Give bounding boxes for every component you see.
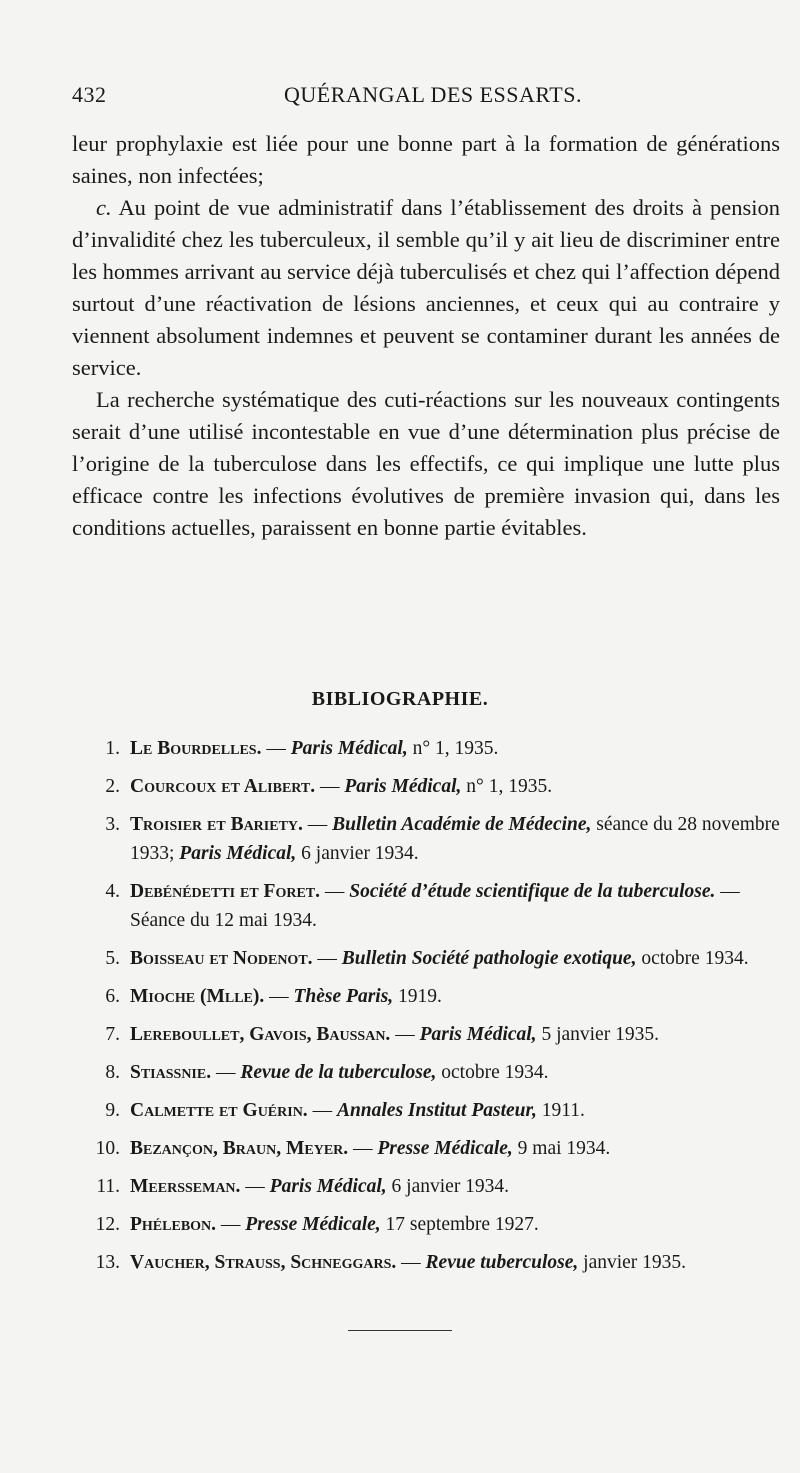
entry-separator: — bbox=[396, 1252, 426, 1273]
entry-details: séance du 28 novembre 1933; bbox=[130, 814, 780, 864]
entry-details: octobre 1934. bbox=[436, 1062, 549, 1083]
entry-details: 1911. bbox=[536, 1100, 585, 1121]
entry-authors: Meersseman. bbox=[130, 1176, 241, 1197]
entry-details: 1919. bbox=[393, 986, 442, 1007]
bibliography-entry bbox=[60, 734, 785, 763]
bibliography-entry bbox=[60, 810, 785, 868]
entry-details: n° 1, 1935. bbox=[461, 776, 553, 797]
bibliography-entry bbox=[60, 1058, 785, 1087]
entry-title: Bulletin Académie de Médecine, bbox=[332, 814, 592, 835]
entry-number: 5. bbox=[105, 948, 120, 969]
entry-authors: Stiassnie. bbox=[130, 1062, 212, 1083]
bibliography-entry bbox=[60, 1096, 785, 1125]
entry-title: Revue tuberculose, bbox=[425, 1252, 579, 1273]
entry-details: n° 1, 1935. bbox=[407, 738, 499, 759]
paragraph-2 bbox=[72, 192, 780, 384]
entry-number: 8. bbox=[105, 1062, 120, 1083]
entry-separator: — bbox=[348, 1138, 378, 1159]
entry-title: Presse Médicale, bbox=[245, 1214, 381, 1235]
entry-authors: Vaucher, Strauss, Schneggars. bbox=[130, 1252, 397, 1273]
running-header bbox=[72, 82, 772, 112]
page-number: 432 bbox=[72, 82, 107, 107]
entry-details: 5 janvier 1935. bbox=[536, 1024, 659, 1045]
paragraph-2-label: c. bbox=[96, 195, 112, 220]
entry-title: Paris Médical, bbox=[419, 1024, 537, 1045]
entry-authors: Boisseau et Nodenot. bbox=[130, 948, 313, 969]
bibliography-list bbox=[60, 734, 785, 1286]
entry-separator: — bbox=[302, 814, 333, 835]
entry-authors: Mioche (Mlle). bbox=[130, 986, 265, 1007]
entry-separator: — bbox=[261, 738, 291, 759]
entry-authors: Lereboullet, Gavois, Baussan. bbox=[130, 1024, 391, 1045]
entry-number: 7. bbox=[105, 1024, 120, 1045]
entry-details: 17 septembre 1927. bbox=[380, 1214, 539, 1235]
entry-separator: — bbox=[216, 1214, 246, 1235]
entry-title: Revue de la tuberculose, bbox=[240, 1062, 437, 1083]
entry-number: 11. bbox=[96, 1176, 120, 1197]
entry-number: 13. bbox=[95, 1252, 120, 1273]
entry-separator: — bbox=[240, 1176, 270, 1197]
entry-details: janvier 1935. bbox=[578, 1252, 687, 1273]
entry-number: 6. bbox=[105, 986, 120, 1007]
bibliography-entry bbox=[60, 772, 785, 801]
entry-authors: Troisier et Bariety. bbox=[130, 814, 303, 835]
entry-title: Paris Médical, bbox=[290, 738, 408, 759]
entry-number: 2. bbox=[105, 776, 120, 797]
entry-title-2: Paris Médical, bbox=[179, 843, 297, 864]
entry-number: 10. bbox=[95, 1138, 120, 1159]
bibliography-heading: BIBLIOGRAPHIE. bbox=[311, 688, 489, 710]
paragraph-1: leur prophylaxie est liée pour une bonne part à la formation de générations saines, non infectées; bbox=[72, 131, 780, 188]
bibliography-entry bbox=[60, 982, 785, 1011]
entry-separator: — bbox=[312, 948, 342, 969]
entry-separator: — bbox=[315, 776, 345, 797]
entry-title: Paris Médical, bbox=[344, 776, 462, 797]
bibliography-entry bbox=[60, 877, 785, 935]
bibliography-entry bbox=[60, 944, 785, 973]
entry-authors: Calmette et Guérin. bbox=[130, 1100, 308, 1121]
entry-title: Annales Institut Pasteur, bbox=[336, 1100, 537, 1121]
entry-separator: — bbox=[211, 1062, 241, 1083]
entry-number: 9. bbox=[105, 1100, 120, 1121]
entry-authors: Le Bourdelles. bbox=[130, 738, 262, 759]
entry-details: — Séance du 12 mai 1934. bbox=[130, 881, 740, 931]
bibliography-entry bbox=[60, 1020, 785, 1049]
entry-separator: — bbox=[390, 1024, 420, 1045]
entry-number: 1. bbox=[105, 738, 120, 759]
bibliography-entry bbox=[60, 1134, 785, 1163]
entry-separator: — bbox=[264, 986, 294, 1007]
paragraph-3: La recherche systématique des cuti-réactions sur les nouveaux contingents serait d’une utilisé incontestable en vue d’une détermination plus précise de l’origine de la tuberculose dans les effectifs, ce qui implique une lutte plus efficace contre les infections évolutives de première invasion qui, dans les conditions actuelles, paraissent en bonne partie évitables. bbox=[72, 387, 780, 540]
entry-title: Presse Médicale, bbox=[377, 1138, 513, 1159]
entry-details: 6 janvier 1934. bbox=[386, 1176, 510, 1197]
entry-number: 3. bbox=[105, 814, 120, 835]
entry-title: Société d’étude scientifique de la tuberculose. bbox=[349, 881, 716, 902]
entry-title: Thèse Paris, bbox=[293, 986, 394, 1007]
bibliography-entry bbox=[60, 1248, 785, 1277]
entry-authors: Bezançon, Braun, Meyer. bbox=[130, 1138, 349, 1159]
entry-details: octobre 1934. bbox=[636, 948, 749, 969]
paragraph-2-text: Au point de vue administratif dans l’établissement des droits à pension d’invalidité chez les tuberculeux, il semble qu’il y ait lieu de discriminer entre les hommes arrivant au service déjà tuberculisés et chez qui l’affection dépend surtout d’une réactivation de lésions anciennes, et ceux qui au contraire y viennent absolument indemnes et peuvent se contaminer durant les années de service. bbox=[72, 195, 780, 380]
entry-authors: Debénédetti et Foret. bbox=[130, 881, 321, 902]
entry-authors: Phélebon. bbox=[130, 1214, 217, 1235]
entry-details-2: 6 janvier 1934. bbox=[296, 843, 419, 864]
running-title: QUÉRANGAL DES ESSARTS. bbox=[284, 82, 582, 107]
bibliography-entry bbox=[60, 1172, 785, 1201]
entry-title: Paris Médical, bbox=[269, 1176, 387, 1197]
body-text bbox=[72, 128, 780, 544]
end-rule bbox=[348, 1330, 452, 1331]
entry-number: 4. bbox=[105, 881, 120, 902]
entry-separator: — bbox=[307, 1100, 337, 1121]
entry-number: 12. bbox=[95, 1214, 120, 1235]
entry-details: 9 mai 1934. bbox=[512, 1138, 611, 1159]
entry-authors: Courcoux et Alibert. bbox=[130, 776, 316, 797]
bibliography-entry bbox=[60, 1210, 785, 1239]
entry-separator: — bbox=[320, 881, 350, 902]
entry-title: Bulletin Société pathologie exotique, bbox=[341, 948, 637, 969]
